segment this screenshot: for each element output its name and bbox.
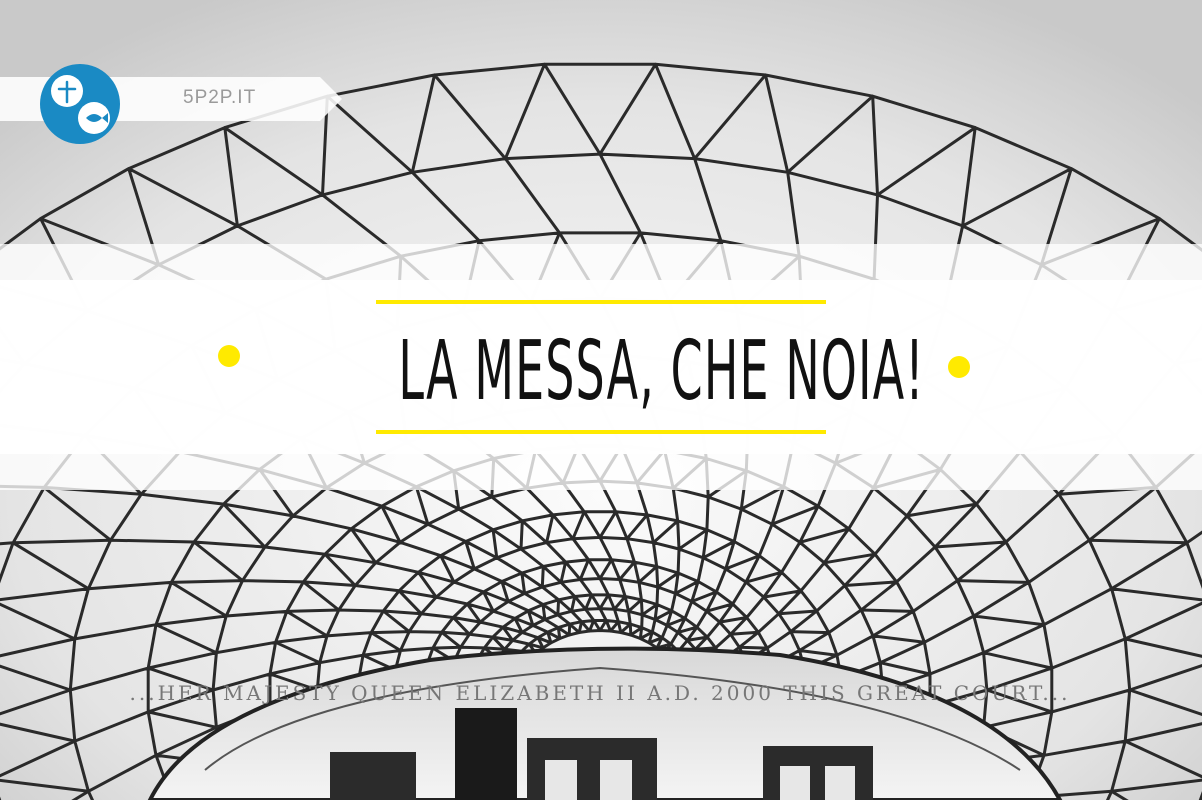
page-title: LA MESSA, CHE NOIA!: [398, 324, 925, 419]
fish-and-cross-logo-icon[interactable]: [38, 62, 122, 146]
accent-dot-right: [948, 356, 970, 378]
site-name[interactable]: 5P2P.IT: [183, 87, 257, 108]
roof-inscription: ...HER MAJESTY QUEEN ELIZABETH II A.D. 2000 THIS GREAT COURT...: [129, 681, 1071, 705]
title-rule-bottom: [376, 430, 826, 434]
title-rule-top: [376, 300, 826, 304]
accent-dot-left: [218, 345, 240, 367]
